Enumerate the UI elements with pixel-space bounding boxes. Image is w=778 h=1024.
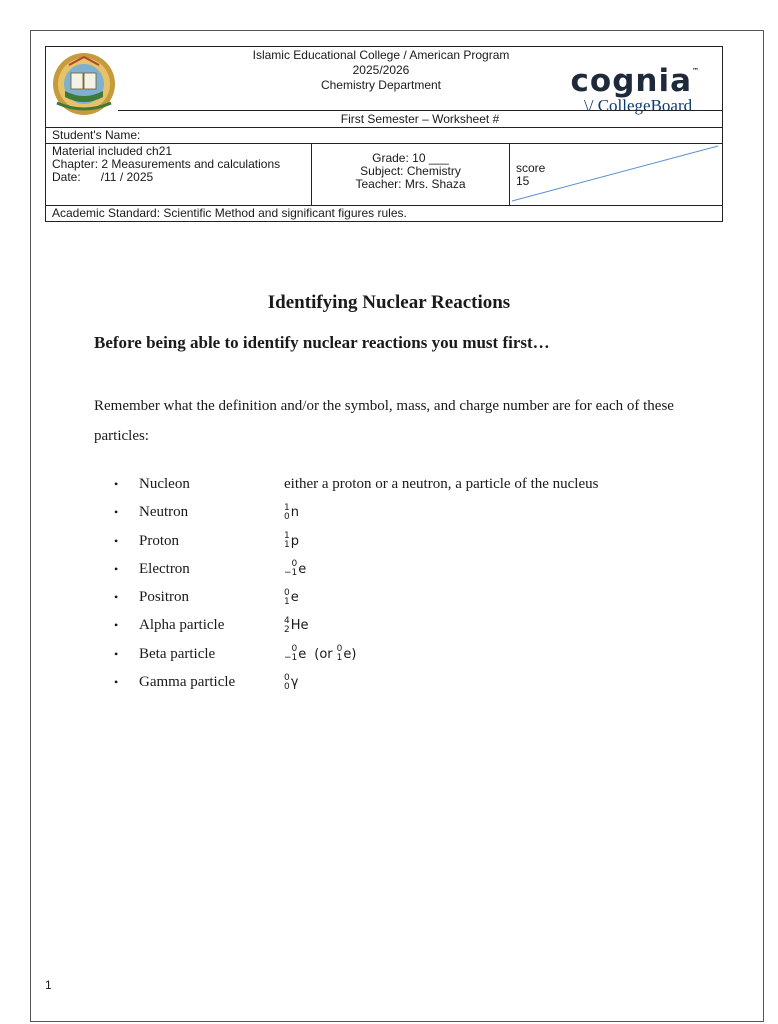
mass-number: 0 — [284, 587, 290, 598]
element-symbol: e — [298, 646, 307, 662]
score-label: score — [516, 161, 546, 175]
particle-name: Electron — [139, 560, 190, 577]
intro-text: Remember what the definition and/or the symbol, mass, and charge number are for each of these particles: — [94, 398, 674, 444]
particle-symbol — [284, 527, 299, 556]
collegeboard-logo-icon: \/ CollegeBoard — [584, 96, 693, 115]
particle-symbol — [284, 583, 299, 612]
minus-sign: − — [284, 568, 292, 579]
mass-number: 1 — [284, 502, 290, 513]
particle-name: Neutron — [139, 504, 189, 521]
nuclide-numbers — [284, 560, 297, 578]
date-info — [52, 171, 305, 184]
particle-symbol — [284, 668, 298, 697]
subject-info: Subject: Chemistry — [360, 164, 461, 178]
bullet-icon: • — [114, 561, 119, 576]
charge-number: 2 — [284, 625, 290, 636]
alt-open: (or — [314, 646, 333, 662]
particle-name: Nucleon — [139, 476, 190, 492]
charge-value: 1 — [291, 653, 298, 664]
bullet-icon: • — [114, 646, 119, 661]
page-number: 1 — [45, 978, 52, 992]
charge-number: 0 — [284, 681, 290, 692]
header-top — [46, 47, 722, 115]
date-value: /11 / 2025 — [100, 170, 154, 184]
element-symbol: p — [290, 533, 299, 549]
element-symbol: n — [290, 505, 299, 521]
particle-name: Alpha particle — [139, 617, 225, 634]
particle-symbol — [284, 498, 299, 527]
mass-number: 0 — [284, 672, 290, 683]
mass-number: 4 — [284, 616, 290, 627]
alt-element-symbol: e — [343, 646, 352, 662]
nuclide-numbers — [284, 645, 297, 663]
cognia-wordmark: cognia — [570, 63, 692, 99]
grade-info: Grade: 10 ___ — [372, 151, 449, 165]
school-year: 2025/2026 — [352, 63, 410, 77]
school-name: Islamic Educational College / American Program — [252, 48, 510, 62]
nuclide-numbers — [284, 617, 290, 635]
charge-number: 1 — [284, 596, 290, 607]
charge-number: 0 — [284, 511, 290, 522]
element-symbol: e — [298, 561, 307, 577]
alt-close: ) — [351, 646, 357, 662]
chapter-info: Chapter: 2 Measurements and calculations — [52, 157, 281, 171]
alt-charge-number: 1 — [336, 653, 343, 664]
element-symbol: He — [290, 618, 309, 634]
nuclide-numbers — [284, 532, 290, 550]
mass-number: 0 — [291, 644, 298, 655]
class-cell — [312, 144, 510, 205]
teacher-info: Teacher: Mrs. Shaza — [355, 177, 466, 191]
worksheet-header — [45, 46, 723, 222]
student-name-field: Student's Name: — [46, 127, 722, 143]
charge-number — [284, 654, 297, 663]
nuclide-numbers — [284, 589, 290, 607]
charge-value: 1 — [291, 568, 298, 579]
alt-mass-number: 0 — [336, 644, 343, 655]
semester-line: First Semester – Worksheet # — [118, 110, 722, 127]
particle-name: Beta particle — [139, 645, 216, 662]
score-cell — [510, 144, 722, 205]
particle-symbol — [284, 611, 309, 640]
particle-definition: either a proton or a neutron, a particle of the nucleus — [284, 476, 599, 492]
particle-symbol — [284, 640, 356, 669]
page-title: Identifying Nuclear Reactions — [267, 292, 511, 313]
department: Chemistry Department — [320, 78, 442, 92]
score-value: 15 — [516, 174, 530, 188]
particle-name: Proton — [139, 532, 180, 549]
charge-number: 1 — [284, 540, 290, 551]
mass-number: 0 — [291, 559, 298, 570]
bullet-icon: • — [114, 477, 119, 491]
academic-standard: Academic Standard: Scientific Method and significant figures rules. — [46, 205, 722, 221]
bullet-icon: • — [114, 590, 119, 605]
cognia-trademark: ™ — [692, 67, 700, 75]
material-cell — [46, 144, 312, 205]
school-logo-icon — [51, 51, 117, 117]
nuclide-numbers — [284, 504, 290, 522]
info-row — [46, 143, 722, 205]
section-subtitle: Before being able to identify nuclear reactions you must first… — [94, 333, 550, 352]
element-symbol: e — [290, 590, 299, 606]
material-included: Material included ch21 — [52, 144, 173, 158]
bullet-icon: • — [114, 618, 119, 633]
bullet-icon: • — [114, 675, 119, 690]
alt-nuclide-numbers — [337, 645, 343, 663]
bullet-icon: • — [114, 533, 119, 548]
mass-number: 1 — [284, 531, 290, 542]
nuclide-numbers — [284, 674, 290, 692]
school-info — [231, 48, 531, 93]
element-symbol: γ — [290, 675, 299, 691]
particle-name: Gamma particle — [139, 674, 236, 691]
charge-number — [284, 569, 297, 578]
particle-name: Positron — [139, 589, 190, 606]
date-label: Date: — [52, 170, 81, 184]
particle-symbol — [284, 555, 306, 584]
minus-sign: − — [284, 653, 292, 664]
bullet-icon: • — [114, 505, 119, 520]
